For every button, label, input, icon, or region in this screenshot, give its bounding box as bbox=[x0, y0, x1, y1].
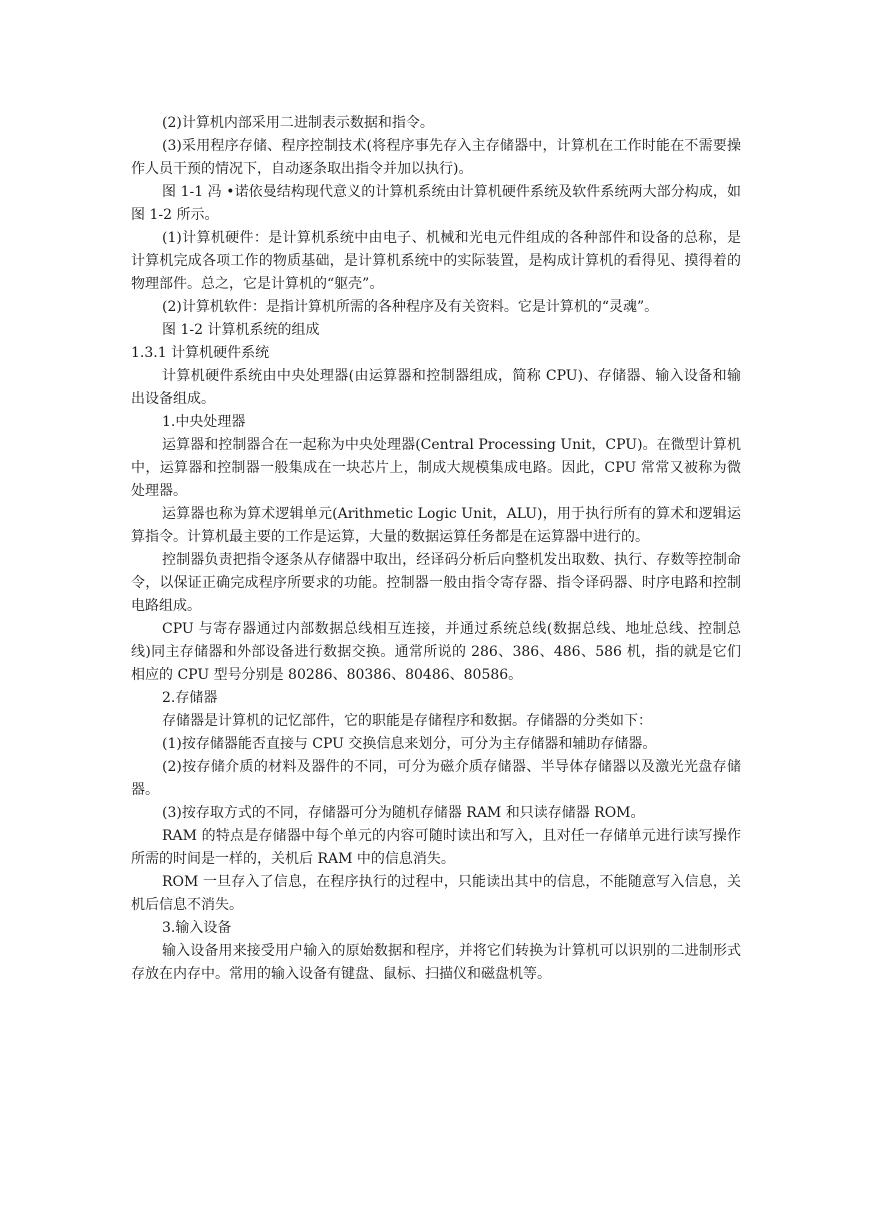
figure-caption-1-2: 图 1-2 计算机系统的组成 bbox=[162, 322, 320, 338]
document-page bbox=[131, 112, 741, 986]
paragraph-stored-program: (3)采用程序存储、程序控制技术(将程序事先存入主存储器中，计算机在工作时能在不需要操作人员干预的情况下，自动逐条取出指令并加以执行)。 bbox=[131, 138, 741, 177]
paragraph-rom: ROM 一旦存入了信息，在程序执行的过程中，只能读出其中的信息，不能随意写入信息，关机后信息不消失。 bbox=[131, 874, 741, 913]
paragraph-memory-class-3: (3)按存取方式的不同，存储器可分为随机存储器 RAM 和只读存储器 ROM。 bbox=[162, 805, 645, 821]
paragraph-controller: 控制器负责把指令逐条从存储器中取出，经译码分析后向整机发出取数、执行、存数等控制命令，以保证正确完成程序所要求的功能。控制器一般由指令寄存器、指令译码器、时序电路和控制电路组成。 bbox=[131, 552, 741, 614]
section-heading-1-3-1: 1.3.1 计算机硬件系统 bbox=[131, 345, 270, 361]
paragraph-figure-1-1-system-overview: 图 1-1 冯 •诺依曼结构现代意义的计算机系统由计算机硬件系统及软件系统两大部分构成，如图 1-2 所示。 bbox=[131, 184, 741, 223]
paragraph-ram: RAM 的特点是存储器中每个单元的内容可随时读出和写入，且对任一存储单元进行读写操作所需的时间是一样的，关机后 RAM 中的信息消失。 bbox=[131, 828, 741, 867]
subheading-memory: 2.存储器 bbox=[162, 690, 218, 706]
paragraph-hardware-definition: (1)计算机硬件：是计算机系统中由电子、机械和光电元件组成的各种部件和设备的总称，是计算机完成各项工作的物质基础，是计算机系统中的实际装置，是构成计算机的看得见、摸得着的物理部件。总之，它是计算机的“躯壳”。 bbox=[131, 230, 741, 292]
paragraph-hardware-composition: 计算机硬件系统由中央处理器(由运算器和控制器组成，简称 CPU)、存储器、输入设备和输出设备组成。 bbox=[131, 368, 741, 407]
paragraph-alu: 运算器也称为算术逻辑单元(Arithmetic Logic Unit，ALU)，用于执行所有的算术和逻辑运算指令。计算机最主要的工作是运算，大量的数据运算任务都是在运算器中进行的。 bbox=[131, 506, 741, 545]
subheading-input-devices: 3.输入设备 bbox=[162, 920, 232, 936]
paragraph-memory-class-2: (2)按存储介质的材料及器件的不同，可分为磁介质存储器、半导体存储器以及激光光盘存储器。 bbox=[131, 759, 741, 798]
paragraph-software-definition: (2)计算机软件：是指计算机所需的各种程序及有关资料。它是计算机的“灵魂”。 bbox=[162, 299, 659, 315]
subheading-cpu: 1.中央处理器 bbox=[162, 414, 246, 430]
paragraph-cpu-bus: CPU 与寄存器通过内部数据总线相互连接，并通过系统总线(数据总线、地址总线、控制总线)同主存储器和外部设备进行数据交换。通常所说的 286、386、486、586 机，指的就是它们相应的 CPU 型号分别是 80286、80386、80486、80586。 bbox=[131, 621, 741, 683]
paragraph-von-neumann-binary: (2)计算机内部采用二进制表示数据和指令。 bbox=[162, 115, 434, 131]
paragraph-memory-definition: 存储器是计算机的记忆部件，它的职能是存储程序和数据。存储器的分类如下： bbox=[162, 713, 652, 729]
paragraph-memory-class-1: (1)按存储器能否直接与 CPU 交换信息来划分，可分为主存储器和辅助存储器。 bbox=[162, 736, 657, 752]
paragraph-cpu-definition: 运算器和控制器合在一起称为中央处理器(Central Processing Unit，CPU)。在微型计算机中，运算器和控制器一般集成在一块芯片上，制成大规模集成电路。因此，CPU 常常又被称为微处理器。 bbox=[131, 437, 741, 499]
paragraph-input-devices: 输入设备用来接受用户输入的原始数据和程序，并将它们转换为计算机可以识别的二进制形式存放在内存中。常用的输入设备有键盘、鼠标、扫描仪和磁盘机等。 bbox=[131, 943, 741, 982]
